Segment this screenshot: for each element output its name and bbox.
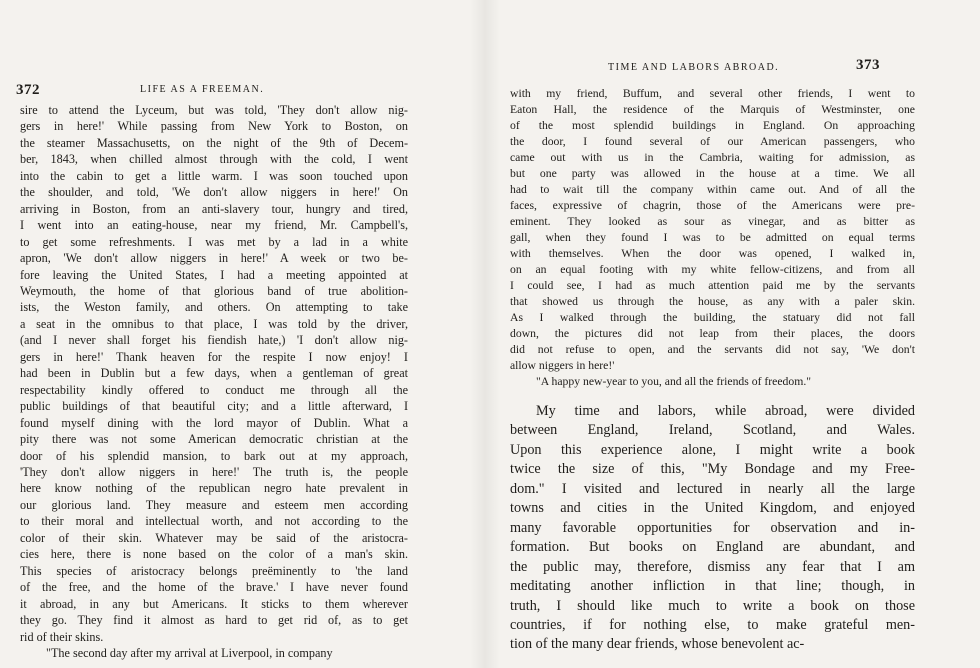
- text-line: public buildings of that beautiful city; and a little afterward, I: [20, 399, 408, 414]
- text-line: Eaton Hall, the residence of the Marquis of Westminster, one: [510, 103, 915, 116]
- text-line: gall, when they found I was to be admitted on equal terms: [510, 231, 915, 244]
- text-line: I could see, I had as much attention paid me by the servants: [510, 279, 915, 292]
- text-line: the steamer Massachusetts, on the night of the 9th of Decem-: [20, 135, 408, 150]
- text-line: As I walked through the building, the statuary did not fall: [510, 311, 915, 324]
- text-line: the shoulder, and told, 'We don't allow niggers in here!' On: [20, 185, 408, 200]
- text-line: our glorious land. They measure and esteem men according: [20, 497, 408, 512]
- text-line: to get some refreshments. I was met by a lad in a white: [20, 234, 408, 249]
- text-line: I went into an eating-house, near my friend, Mr. Campbell's,: [20, 218, 408, 233]
- text-line: arriving in Boston, from an anti-slavery tour, hungry and tired,: [20, 201, 408, 216]
- text-line: that showed us through the house, as any with a paler skin.: [510, 295, 915, 308]
- text-line: to their moral and intellectual worth, and not according to the: [20, 514, 408, 529]
- text-line: on an equal footing with my white fellow-citizens, and from all: [510, 263, 915, 276]
- text-line: of the free, and the home of the brave.' I have never found: [20, 580, 408, 595]
- body-text-block-1: [510, 86, 915, 390]
- text-line: with my friend, Buffum, and several other friends, I went to: [510, 87, 915, 100]
- text-line: but one party was allowed in the house at a time. We all: [510, 167, 915, 180]
- text-line: the door, I found several of our American passengers, who: [510, 135, 915, 148]
- text-line: My time and labors, while abroad, were divided: [536, 403, 915, 419]
- text-line: many favorable opportunities for observation and in-: [510, 519, 915, 536]
- text-line: had been in Dublin but a few days, when a gentleman of great: [20, 366, 408, 381]
- text-line: here know nothing of the republican negro hate prevalent in: [20, 481, 408, 496]
- text-line: a seat in the omnibus to that place, I was told by the driver,: [20, 316, 408, 331]
- text-line: gers in here!' Thank heaven for the respite I now enjoy! I: [20, 349, 408, 364]
- text-line: Upon this experience alone, I might write a book: [510, 441, 915, 458]
- text-line: rid of their skins.: [20, 629, 104, 644]
- text-line: color of their skin. Whatever may be said of the aristocra-: [20, 530, 408, 545]
- text-line: between England, Ireland, Scotland, and Wales.: [510, 422, 915, 439]
- text-line: twice the size of this, "My Bondage and my Free-: [510, 461, 915, 478]
- text-line: truth, I should like much to write a book on those: [510, 597, 915, 614]
- text-line: down, the pictures did not leap from their places, the doors: [510, 327, 915, 340]
- text-line: gers in here!' While passing from New York to Boston, on: [20, 119, 408, 134]
- text-line: ber, 1843, when chilled almost through with the cold, I went: [20, 152, 408, 167]
- text-line: dom." I visited and lectured in nearly all the large: [510, 480, 915, 497]
- running-head: TIME AND LABORS ABROAD.: [608, 62, 780, 73]
- text-line: eminent. They looked as sour as vinegar, and as bitter as: [510, 215, 915, 228]
- text-line: cies here, there is none based on the color of a man's skin.: [20, 547, 408, 562]
- right-page: [485, 0, 980, 668]
- text-line: "A happy new-year to you, and all the friends of freedom.": [536, 375, 812, 388]
- text-line: door of his splendid mansion, to bark out at my approach,: [20, 448, 408, 463]
- text-line: found myself dining with the lord mayor of Dublin. What a: [20, 415, 408, 430]
- text-line: faces, expressive of chagrin, those of the Americans were pre-: [510, 199, 915, 212]
- text-line: towns and cities in the United Kingdom, and enjoyed: [510, 500, 915, 517]
- text-line: had to wait till the company within came out. And of all the: [510, 183, 915, 196]
- text-line: apron, 'We don't allow niggers in here!' A week or two be-: [20, 251, 408, 266]
- text-line: "The second day after my arrival at Liverpool, in company: [46, 645, 333, 660]
- text-line: the public may, therefore, dismiss any fear that I am: [510, 558, 915, 575]
- text-line: sire to attend the Lyceum, but was told, 'They don't allow nig-: [20, 103, 408, 117]
- page-number: 372: [16, 82, 40, 98]
- body-text: [20, 102, 408, 661]
- text-line: it abroad, in any but Americans. It sticks to them wherever: [20, 596, 408, 611]
- text-line: did not refuse to open, and the servants did not say, 'We don't: [510, 343, 915, 356]
- text-line: into the cabin to get a little warm. I was soon touched upon: [20, 168, 408, 183]
- text-line: ists, the Weston family, and others. On attempting to take: [20, 300, 408, 315]
- text-line: 'They don't allow niggers in here!' The truth is, the people: [20, 464, 408, 479]
- text-line: This species of aristocracy belongs preëminently to 'the land: [20, 563, 408, 578]
- text-line: they go. They find it almost as hard to get rid of, as to get: [20, 613, 408, 628]
- text-line: tion of the many dear friends, whose benevolent ac-: [510, 636, 805, 653]
- text-line: with themselves. When the door was opened, I walked in,: [510, 247, 915, 260]
- text-line: fore leaving the United States, I had a meeting appointed at: [20, 267, 408, 282]
- page-number: 373: [856, 57, 880, 73]
- text-line: formation. But books on England are abundant, and: [510, 539, 915, 556]
- left-page: [0, 0, 485, 668]
- running-head: LIFE AS A FREEMAN.: [140, 84, 265, 95]
- text-line: respectability kindly offered to conduct me through all the: [20, 382, 408, 397]
- text-line: Weymouth, the home of that glorious band of true abolition-: [20, 283, 408, 298]
- text-line: of the most splendid buildings in England. On approaching: [510, 119, 915, 132]
- text-line: came out with us in the Cambria, waiting for admission, as: [510, 151, 915, 164]
- text-line: meditating another infliction in that line; though, in: [510, 578, 915, 595]
- text-line: pity there was not some American democratic christian at the: [20, 432, 408, 447]
- text-line: (and I never shall forget his fiendish hate,) 'I don't allow nig-: [20, 333, 408, 348]
- body-text-block-2: [510, 402, 915, 655]
- text-line: allow niggers in here!': [510, 359, 615, 372]
- text-line: countries, if for nothing else, to make grateful men-: [510, 616, 915, 633]
